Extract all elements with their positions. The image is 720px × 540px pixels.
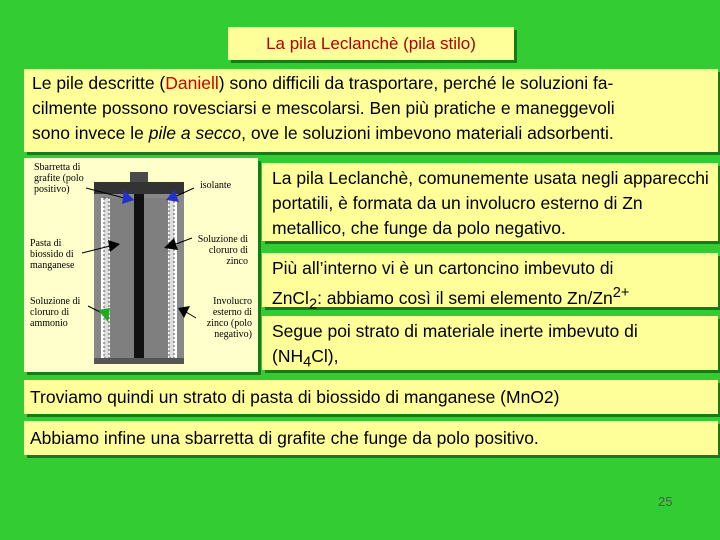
intro-text: , ove le soluzioni imbevono materiali adsorbenti.	[241, 123, 614, 143]
description-zinc-shell: La pila Leclanchè, comunemente usata negli apparecchi portatili, è formata da un involucro esterno di Zn metallico, che funge da polo negativo.	[262, 163, 718, 241]
battery-left-separator	[104, 198, 109, 358]
pile-a-secco-text: pile a secco	[148, 123, 242, 143]
step-text: Abbiamo infine una sbarretta di grafite che funge da polo positivo.	[30, 428, 539, 448]
battery-diagram	[24, 158, 258, 372]
formula-text: (NH	[272, 346, 304, 366]
battery-illustration	[94, 172, 184, 364]
step-graphite-rod	[24, 421, 718, 455]
formula-text: Cl),	[311, 346, 339, 366]
label-sbarretta: Sbarretta di grafite (polo positivo)	[34, 162, 84, 195]
battery-right-separator	[169, 198, 174, 358]
label-soluzione-ammonio: Soluzione di cloruro di ammonio	[30, 296, 81, 329]
superscript: 2+	[612, 285, 630, 301]
intro-text: sono invece le	[32, 123, 149, 143]
desc3-line-1: Segue poi strato di materiale inerte imbevuto di	[272, 321, 638, 341]
step-manganese-dioxide	[24, 380, 718, 414]
label-pasta: Pasta di biossido di manganese	[30, 238, 75, 271]
intro-paragraph	[24, 69, 718, 152]
formula-text: : abbiamo così il semi elemento Zn/Zn	[317, 287, 613, 308]
battery-bottom	[94, 358, 184, 364]
battery-terminal	[130, 172, 148, 182]
intro-line-2: cilmente possono rovesciarsi e mescolarsi. Ben più pratiche e maneggevoli	[32, 98, 615, 118]
description-nh4cl	[262, 316, 718, 370]
graphite-rod	[134, 178, 144, 358]
subscript: 2	[308, 296, 318, 313]
daniell-link[interactable]: Daniell	[165, 73, 219, 93]
label-soluzione-zinco: Soluzione di cloruro di zinco	[197, 234, 248, 267]
intro-text: Le pile descritte (	[32, 73, 166, 93]
formula-text: ZnCl	[272, 287, 309, 308]
page-number: 25	[658, 494, 673, 509]
slide-title: La pila Leclanchè (pila stilo)	[266, 34, 476, 53]
desc2-line-1: Più all’interno vi è un cartoncino imbevuto di	[272, 258, 614, 278]
battery-cap	[94, 182, 184, 194]
slide-title-box	[228, 27, 514, 60]
intro-line-1	[32, 71, 718, 96]
step-text: Troviamo quindi un strato di pasta di biossido di manganese (MnO2)	[30, 387, 560, 407]
label-isolante: isolante	[200, 180, 232, 191]
desc2-line-2	[272, 281, 714, 317]
intro-line-3	[32, 121, 718, 146]
subscript: 4	[303, 354, 312, 371]
label-involucro: Involucro esterno di zinco (polo negativo)	[206, 296, 252, 340]
desc3-line-2	[272, 344, 714, 376]
description-zncl2	[262, 253, 718, 313]
intro-text: ) sono difficili da trasportare, perché le soluzioni fa-	[218, 73, 614, 93]
